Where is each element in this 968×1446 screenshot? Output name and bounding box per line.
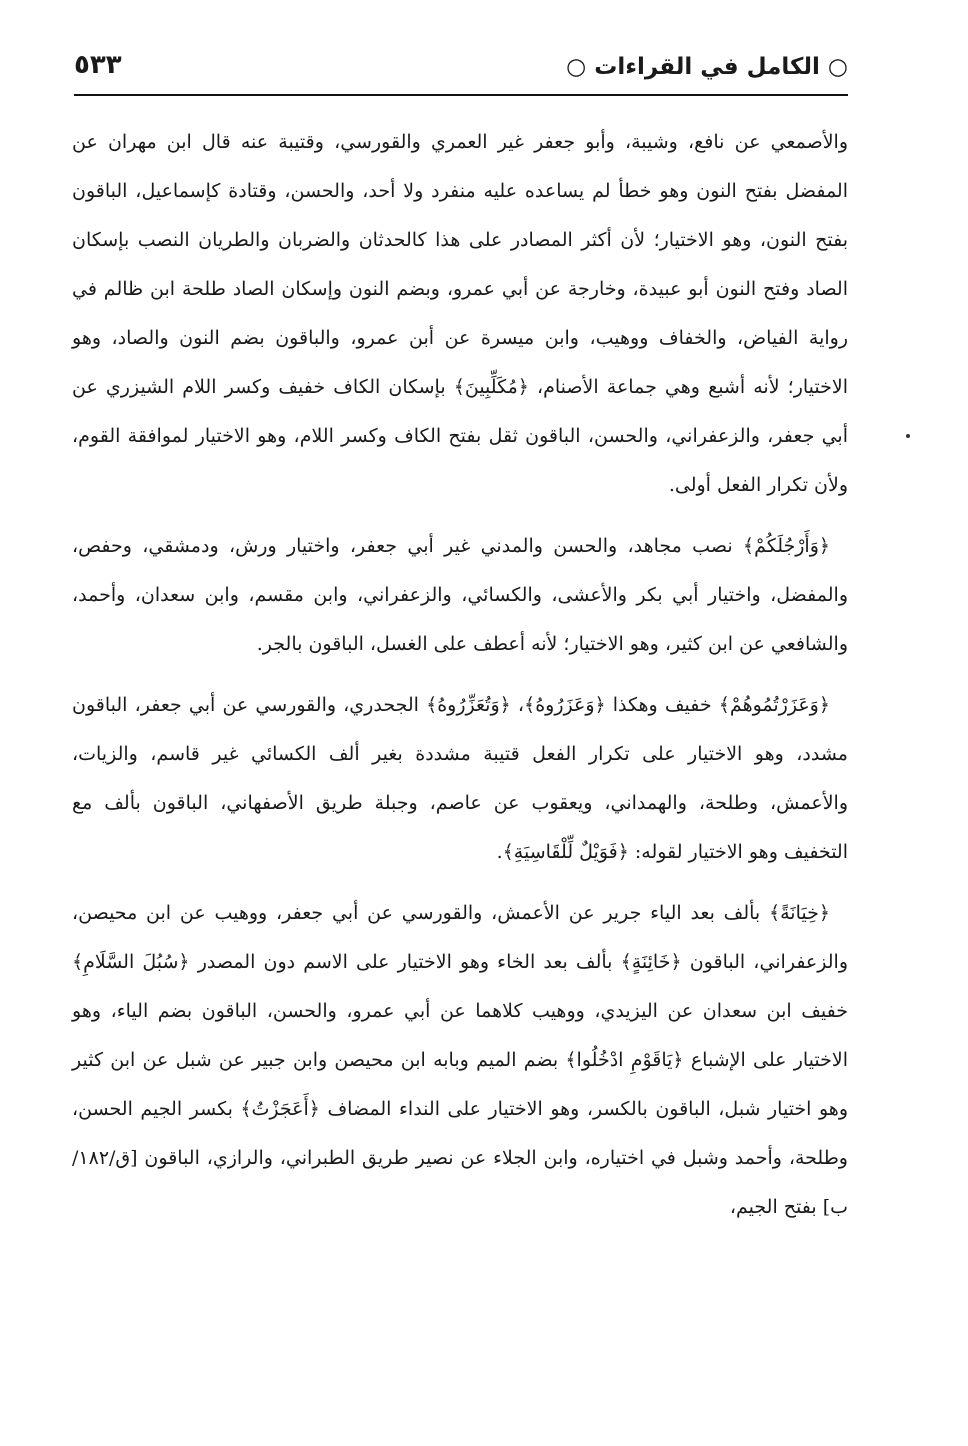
header-divider: [74, 94, 848, 96]
page-header: [74, 46, 848, 94]
paragraph-2: ﴿وَأَرْجُلَكُمْ﴾ نصب مجاهد، والحسن والمدني غير أبي جعفر، واختيار ورش، ودمشقي، وحفص، والمفضل، واختيار أبي بكر والأعشى، والكسائي، والزعفراني، وابن مقسم، وابن سعدان، وأحمد، والشافعي عن ابن كثير، وهو الاختيار؛ لأنه أعطف على الغسل، الباقون بالجر.: [72, 535, 848, 655]
page-number: ٥٣٣: [74, 50, 122, 80]
margin-dot: [906, 434, 910, 438]
paragraph-1: والأصمعي عن نافع، وشيبة، وأبو جعفر غير العمري والقورسي، وقتيبة عنه قال ابن مهران عن المفضل بفتح النون وهو خطأ لم يساعده عليه منفرد ولا أحد، والحسن، وقتادة كإسماعيل، الباقون بفتح النون، وهو الاختيار؛ لأن أكثر المصادر على هذا كالحدثان والضربان والطريان النصب بإسكان الصاد وفتح النون أبو عبيدة، وخارجة عن أبي عمرو، وبضم النون وإسكان الصاد طلحة ابن ظالم في رواية الفياض، والخفاف ووهيب، وابن ميسرة عن أبن عمرو، والباقون بضم النون والصاد، وهو الاختيار؛ لأنه أشبع وهي جماعة الأصنام، ﴿مُكَلِّبِينَ﴾ بإسكان الكاف خفيف وكسر اللام الشيزري عن أبي جعفر، والزعفراني، والحسن، الباقون ثقل بفتح الكاف وكسر اللام، وهو الاختيار لموافقة القوم، ولأن تكرار الفعل أولى.: [72, 131, 848, 496]
paragraph-4: ﴿خِيَانَةً﴾ بألف بعد الياء جرير عن الأعمش، والقورسي عن أبي جعفر، ووهيب عن ابن محيصن، والزعفراني، الباقون ﴿خَائِنَةٍ﴾ بألف بعد الخاء وهو الاختيار على الاسم دون المصدر ﴿سُبُلَ السَّلَامِ﴾ خفيف ابن سعدان عن اليزيدي، ووهيب كلاهما عن أبي عمرو، والحسن، الباقون بضم الياء، وهو الاختيار على الإشباع ﴿يَاقَوْمِ ادْخُلُوا﴾ بضم الميم وبابه ابن محيصن وابن جبير عن شبل عن ابن كثير وهو اختيار شبل، الباقون بالكسر، وهو الاختيار على النداء المضاف ﴿أَعَجَزْتُ﴾ بكسر الجيم الحسن، وطلحة، وأحمد وشبل في اختياره، وابن الجلاء عن نصير طريق الطبراني، والرازي، الباقون [ق/١٨٢/ب] بفتح الجيم،: [72, 902, 848, 1218]
main-text: [72, 118, 848, 1244]
running-title: ○ الكامل في القراءات ○: [566, 54, 848, 80]
paragraph-3: ﴿وَعَزَرْتُمُوهُمْ﴾ خفيف وهكذا ﴿وَعَزَرُوهُ﴾، ﴿وَتُعَزِّرُوهُ﴾ الجحدري، والقورسي عن أبي جعفر، الباقون مشدد، وهو الاختيار على تكرار الفعل قتيبة مشددة بغير ألف الكسائي غير قاسم، والزيات، والأعمش، وطلحة، والهمداني، ويعقوب عن عاصم، وجبلة طريق الأصفهاني، الباقون بألف مع التخفيف وهو الاختيار لقوله: ﴿فَوَيْلٌ لِّلْقَاسِيَةِ﴾.: [72, 694, 848, 863]
